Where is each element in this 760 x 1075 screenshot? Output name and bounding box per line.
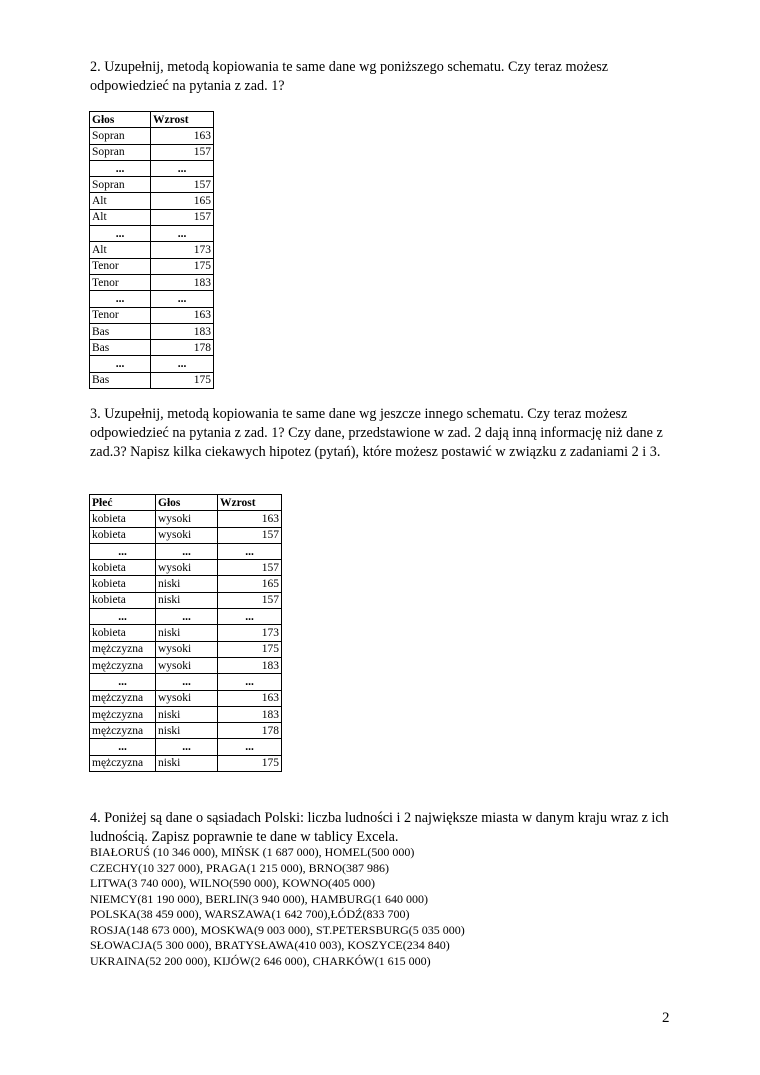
table-cell: 165 <box>151 193 214 209</box>
table-cell: 178 <box>218 723 282 739</box>
table-cell: Alt <box>90 209 151 225</box>
table-cell: 157 <box>151 144 214 160</box>
table-cell: 157 <box>218 560 282 576</box>
table-header-row <box>90 112 214 128</box>
table-row <box>90 527 282 543</box>
table-cell: wysoki <box>156 641 218 657</box>
table-row <box>90 657 282 673</box>
table-row <box>90 511 282 527</box>
table-cell: 183 <box>218 657 282 673</box>
task-2-text: 2. Uzupełnij, metodą kopiowania te same dane wg poniższego schematu. Czy teraz możesz odpowiedzieć na pytania z zad. 1? <box>90 59 609 94</box>
table-row <box>90 258 214 274</box>
table-cell: Tenor <box>90 307 151 323</box>
table-cell: ... <box>151 356 214 372</box>
country-line: UKRAINA(52 200 000), KIJÓW(2 646 000), CHARKÓW(1 615 000) <box>90 953 431 968</box>
table-row <box>90 706 282 722</box>
table-cell: wysoki <box>156 511 218 527</box>
table-row <box>90 674 282 690</box>
table-row <box>90 739 282 755</box>
table-row <box>90 356 214 372</box>
country-line: BIAŁORUŚ (10 346 000), MIŃSK (1 687 000), HOMEL(500 000) <box>90 845 415 859</box>
page-number: 2 <box>662 1010 670 1026</box>
table-cell: 178 <box>151 340 214 356</box>
table-cell: wysoki <box>156 657 218 673</box>
gender-voice-height-table <box>89 494 282 772</box>
table-cell: ... <box>90 356 151 372</box>
table-cell: Alt <box>90 242 151 258</box>
country-line: LITWA(3 740 000), WILNO(590 000), KOWNO(405 000) <box>90 876 376 890</box>
table-cell: kobieta <box>90 576 156 592</box>
table-cell: ... <box>151 291 214 307</box>
table-cell: 175 <box>151 258 214 274</box>
table-cell: ... <box>90 160 151 176</box>
table-cell: kobieta <box>90 560 156 576</box>
table-cell: wysoki <box>156 560 218 576</box>
table-row <box>90 160 214 176</box>
country-line: ROSJA(148 673 000), MOSKWA(9 003 000), ST.PETERSBURG(5 035 000) <box>90 922 465 937</box>
table-cell: Alt <box>90 193 151 209</box>
table-cell: 163 <box>151 307 214 323</box>
table-cell: 163 <box>151 128 214 144</box>
table-cell: wysoki <box>156 527 218 543</box>
table-row <box>90 576 282 592</box>
table-row <box>90 625 282 641</box>
table-cell: niski <box>156 625 218 641</box>
country-line: SŁOWACJA(5 300 000), BRATYSŁAWA(410 003), KOSZYCE(234 840) <box>90 938 450 952</box>
table-cell: niski <box>156 576 218 592</box>
table-row <box>90 641 282 657</box>
table-cell: kobieta <box>90 527 156 543</box>
table-cell: Bas <box>90 340 151 356</box>
table-row <box>90 274 214 290</box>
table-row <box>90 543 282 559</box>
table-row <box>90 609 282 625</box>
table-cell: 163 <box>218 690 282 706</box>
task-4-text: 4. Poniżej są dane o sąsiadach Polski: liczba ludności i 2 największe miasta w danym kraju wraz z ich ludnością. Zapisz poprawnie te dane w tablicy Excela. <box>90 810 669 845</box>
table-cell: mężczyzna <box>90 755 156 771</box>
table-cell: Bas <box>90 323 151 339</box>
column-header: Wzrost <box>218 495 282 511</box>
voice-height-table <box>89 111 214 389</box>
table-header-row <box>90 495 282 511</box>
table-cell: ... <box>218 609 282 625</box>
table-cell: 173 <box>218 625 282 641</box>
table-cell: 183 <box>151 323 214 339</box>
table-row <box>90 323 214 339</box>
table-cell: ... <box>218 739 282 755</box>
table-cell: niski <box>156 723 218 739</box>
table-row <box>90 690 282 706</box>
table-cell: 173 <box>151 242 214 258</box>
table-row <box>90 340 214 356</box>
column-header: Płeć <box>90 495 156 511</box>
table-cell: ... <box>156 739 218 755</box>
table-cell: 163 <box>218 511 282 527</box>
task-3-text: 3. Uzupełnij, metodą kopiowania te same dane wg jeszcze innego schematu. Czy teraz możesz odpowiedzieć na pytania z zad. 1? Czy dane, przedstawione w zad. 2 dają inną informację niż dane z zad.3? Napisz kilka ciekawych hipotez (pytań), które możesz postawić w związku z zadaniami 2 i 3. <box>90 406 663 460</box>
country-line: CZECHY(10 327 000), PRAGA(1 215 000), BRNO(387 986) <box>90 860 389 875</box>
table-cell: Tenor <box>90 274 151 290</box>
table-cell: niski <box>156 755 218 771</box>
country-list <box>90 845 465 969</box>
country-line: POLSKA(38 459 000), WARSZAWA(1 642 700),ŁÓDŹ(833 700) <box>90 907 410 921</box>
table-cell: 157 <box>218 527 282 543</box>
table-cell: 157 <box>218 592 282 608</box>
table-cell: Bas <box>90 372 151 388</box>
table-cell: 175 <box>218 641 282 657</box>
table-cell: Sopran <box>90 177 151 193</box>
table-row <box>90 193 214 209</box>
table-cell: ... <box>218 674 282 690</box>
table-cell: mężczyzna <box>90 641 156 657</box>
country-line: NIEMCY(81 190 000), BERLIN(3 940 000), HAMBURG(1 640 000) <box>90 891 428 906</box>
table-cell: ... <box>90 226 151 242</box>
table-cell: 175 <box>218 755 282 771</box>
column-header: Głos <box>90 112 151 128</box>
table-row <box>90 372 214 388</box>
table-cell: niski <box>156 706 218 722</box>
table-cell: ... <box>156 674 218 690</box>
table-cell: Sopran <box>90 128 151 144</box>
table-cell: 183 <box>218 706 282 722</box>
table-row <box>90 307 214 323</box>
table-cell: 183 <box>151 274 214 290</box>
table-cell: Sopran <box>90 144 151 160</box>
table-cell: mężczyzna <box>90 690 156 706</box>
table-cell: Tenor <box>90 258 151 274</box>
table-cell: ... <box>90 739 156 755</box>
table-cell: kobieta <box>90 592 156 608</box>
table-row <box>90 592 282 608</box>
table-row <box>90 177 214 193</box>
table-cell: ... <box>218 543 282 559</box>
table-cell: 165 <box>218 576 282 592</box>
table-cell: ... <box>156 609 218 625</box>
table-cell: mężczyzna <box>90 706 156 722</box>
table-row <box>90 226 214 242</box>
table-row <box>90 560 282 576</box>
table-cell: 157 <box>151 209 214 225</box>
table-row <box>90 755 282 771</box>
table-row <box>90 723 282 739</box>
table-cell: 157 <box>151 177 214 193</box>
table-cell: mężczyzna <box>90 657 156 673</box>
table-row <box>90 128 214 144</box>
column-header: Głos <box>156 495 218 511</box>
table-cell: ... <box>156 543 218 559</box>
table-cell: ... <box>90 674 156 690</box>
table-row <box>90 291 214 307</box>
table-row <box>90 144 214 160</box>
table-row <box>90 242 214 258</box>
column-header: Wzrost <box>151 112 214 128</box>
table-cell: kobieta <box>90 511 156 527</box>
table-cell: ... <box>90 609 156 625</box>
table-cell: ... <box>151 226 214 242</box>
table-row <box>90 209 214 225</box>
table-cell: ... <box>90 543 156 559</box>
table-cell: kobieta <box>90 625 156 641</box>
table-cell: wysoki <box>156 690 218 706</box>
table-cell: 175 <box>151 372 214 388</box>
table-cell: ... <box>90 291 151 307</box>
table-cell: ... <box>151 160 214 176</box>
table-cell: mężczyzna <box>90 723 156 739</box>
table-cell: niski <box>156 592 218 608</box>
